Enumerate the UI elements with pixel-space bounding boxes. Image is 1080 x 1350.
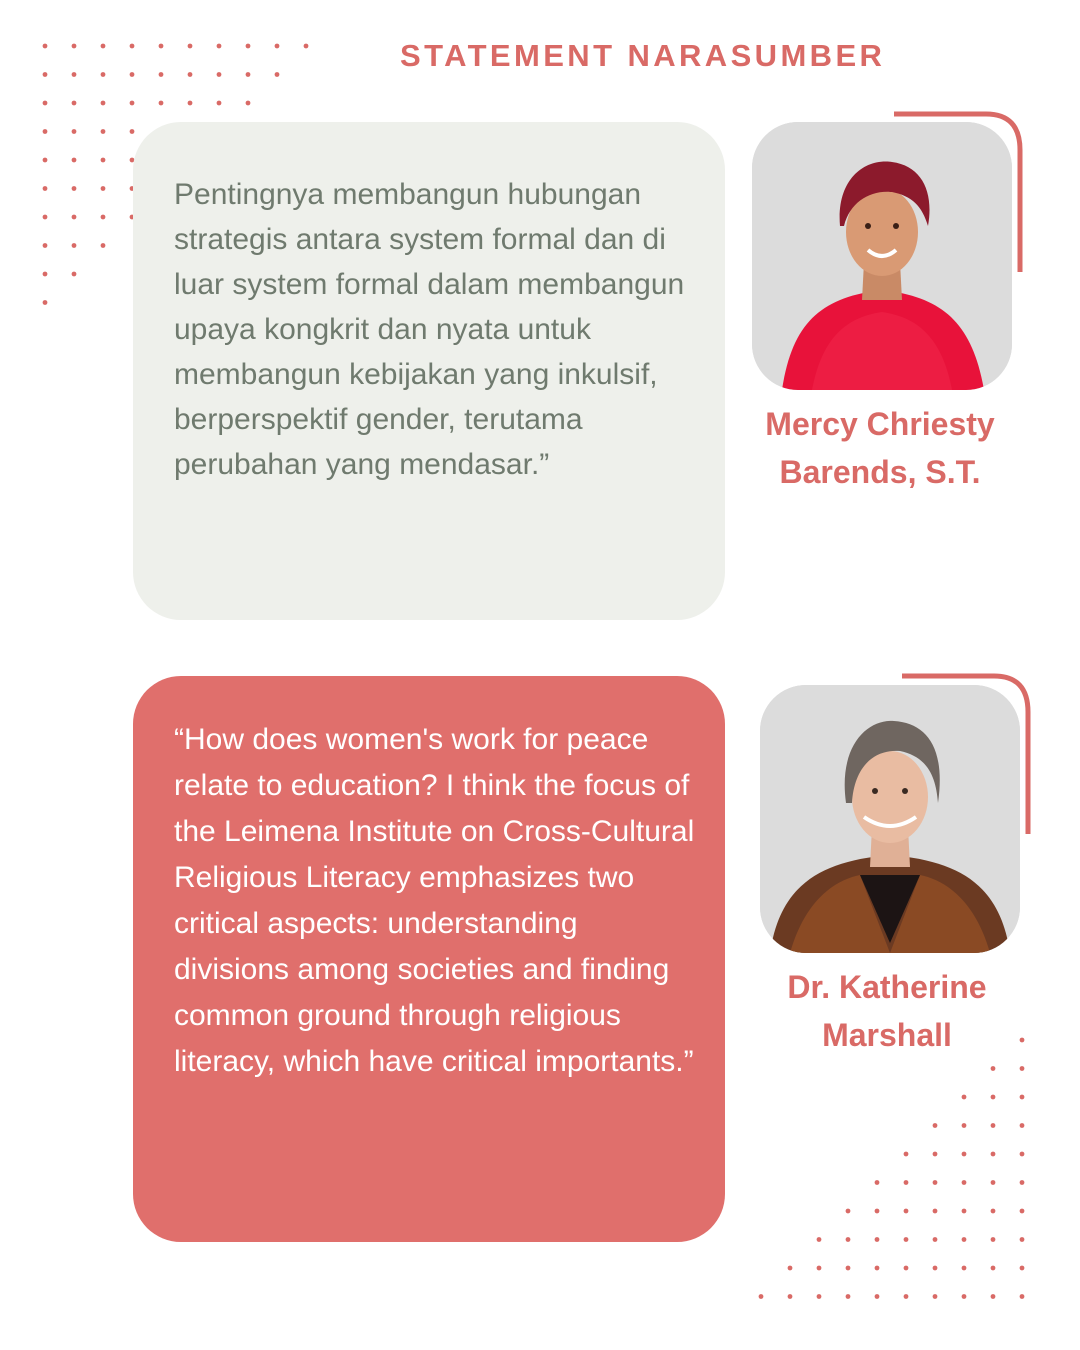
statement-card-1	[133, 122, 725, 620]
decorative-dot	[101, 44, 106, 49]
decorative-dot	[101, 186, 106, 191]
decorative-dot	[933, 1266, 938, 1271]
speaker-name-1-line-2: Barends, S.T.	[779, 454, 981, 490]
decorative-dot	[991, 1209, 996, 1214]
decorative-dot	[817, 1266, 822, 1271]
decorative-dot	[962, 1152, 967, 1157]
decorative-dot	[304, 44, 309, 49]
decorative-dot	[846, 1294, 851, 1299]
decorative-dot	[43, 215, 48, 220]
decorative-dot	[159, 101, 164, 106]
decorative-dot	[188, 101, 193, 106]
decorative-dot	[43, 158, 48, 163]
decorative-dot	[962, 1180, 967, 1185]
decorative-dot	[43, 300, 48, 305]
decorative-dot	[991, 1066, 996, 1071]
decorative-dot	[1020, 1123, 1025, 1128]
decorative-dot	[43, 129, 48, 134]
decorative-dot	[904, 1237, 909, 1242]
decorative-dot	[904, 1209, 909, 1214]
decorative-dot	[130, 129, 135, 134]
decorative-dot	[72, 72, 77, 77]
decorative-dot	[159, 72, 164, 77]
decorative-dot	[72, 243, 77, 248]
decorative-dot	[101, 243, 106, 248]
decorative-dot	[991, 1180, 996, 1185]
decorative-dot	[933, 1123, 938, 1128]
decorative-dot	[875, 1294, 880, 1299]
decorative-dot	[72, 129, 77, 134]
decorative-dot	[217, 101, 222, 106]
decorative-dot	[933, 1209, 938, 1214]
decorative-dot	[275, 44, 280, 49]
speaker-name-1-line-1: Mercy Chriesty	[765, 406, 995, 442]
decorative-dot	[159, 44, 164, 49]
page-title: STATEMENT NARASUMBER	[400, 38, 886, 73]
decorative-dot	[217, 72, 222, 77]
decorative-dot	[130, 44, 135, 49]
decorative-dot	[275, 72, 280, 77]
decorative-dot	[43, 272, 48, 277]
decorative-dot	[962, 1095, 967, 1100]
woman-portrait-icon	[752, 122, 1012, 390]
speaker-name-1	[730, 400, 1030, 496]
decorative-dot	[72, 44, 77, 49]
decorative-dot	[72, 272, 77, 277]
decorative-dot	[43, 186, 48, 191]
speaker-photo-1	[752, 122, 1012, 390]
decorative-dot	[962, 1209, 967, 1214]
decorative-dot	[101, 72, 106, 77]
statement-quote-2: “How does women's work for peace relate to education? I think the focus of the Leimena Institute on Cross-Cultural Religious Literacy emphasizes two critical aspects: understanding divisions among societies and finding common ground through religious literacy, which have critical importants.”	[174, 723, 695, 1078]
decorative-dot	[246, 44, 251, 49]
decorative-dot	[991, 1095, 996, 1100]
decorative-dot	[43, 101, 48, 106]
decorative-dot	[991, 1152, 996, 1157]
decorative-dot	[933, 1152, 938, 1157]
woman-portrait-icon	[760, 685, 1020, 953]
decorative-dot	[991, 1237, 996, 1242]
decorative-dot	[101, 129, 106, 134]
decorative-dot	[788, 1266, 793, 1271]
decorative-dot	[72, 215, 77, 220]
speaker-name-2-line-1: Dr. Katherine	[787, 969, 987, 1005]
decorative-dot	[1020, 1152, 1025, 1157]
decorative-dot	[188, 44, 193, 49]
decorative-dot	[991, 1266, 996, 1271]
decorative-dot	[904, 1266, 909, 1271]
decorative-dot	[875, 1266, 880, 1271]
decorative-dot	[904, 1294, 909, 1299]
decorative-dot	[904, 1180, 909, 1185]
decorative-dot	[130, 101, 135, 106]
decorative-dot	[101, 215, 106, 220]
decorative-dot	[1020, 1066, 1025, 1071]
decorative-dot	[43, 72, 48, 77]
decorative-dot	[991, 1123, 996, 1128]
decorative-dot	[759, 1294, 764, 1299]
decorative-dot	[933, 1237, 938, 1242]
decorative-dot	[101, 158, 106, 163]
decorative-dot	[933, 1180, 938, 1185]
decorative-dot	[788, 1294, 793, 1299]
decorative-dot	[246, 101, 251, 106]
decorative-dot	[875, 1209, 880, 1214]
decorative-dot	[43, 243, 48, 248]
decorative-dot	[1020, 1266, 1025, 1271]
decorative-dot	[217, 44, 222, 49]
decorative-dot	[72, 186, 77, 191]
statement-quote-1: Pentingnya membangun hubungan strategis antara system formal dan di luar system formal dalam membangun upaya kongkrit dan nyata untuk membangun kebijakan yang inkulsif, berperspektif gender, terutama perubahan yang mendasar.”	[174, 178, 685, 481]
decorative-dot	[933, 1294, 938, 1299]
decorative-dot	[1020, 1237, 1025, 1242]
decorative-dot	[846, 1209, 851, 1214]
decorative-dot	[962, 1294, 967, 1299]
decorative-dot	[1020, 1209, 1025, 1214]
decorative-dot	[43, 44, 48, 49]
statement-card-2	[133, 676, 725, 1242]
decorative-dot	[846, 1266, 851, 1271]
decorative-dot	[904, 1152, 909, 1157]
decorative-dot	[130, 72, 135, 77]
decorative-dot	[1020, 1095, 1025, 1100]
decorative-dot	[962, 1266, 967, 1271]
decorative-dot	[817, 1294, 822, 1299]
decorative-dot	[991, 1294, 996, 1299]
decorative-dot	[846, 1237, 851, 1242]
decorative-dot	[1020, 1180, 1025, 1185]
speaker-name-2	[737, 963, 1037, 1059]
decorative-dot	[246, 72, 251, 77]
decorative-dot	[962, 1123, 967, 1128]
decorative-dot	[188, 72, 193, 77]
decorative-dot	[101, 101, 106, 106]
decorative-dot	[962, 1237, 967, 1242]
speaker-photo-2	[760, 685, 1020, 953]
decorative-dot	[817, 1237, 822, 1242]
decorative-dot	[875, 1237, 880, 1242]
speaker-name-2-line-2: Marshall	[822, 1017, 952, 1053]
decorative-dot	[72, 101, 77, 106]
decorative-dot	[875, 1180, 880, 1185]
dot-pattern-bottom-right	[740, 1020, 1080, 1320]
decorative-dot	[72, 158, 77, 163]
decorative-dot	[1020, 1294, 1025, 1299]
